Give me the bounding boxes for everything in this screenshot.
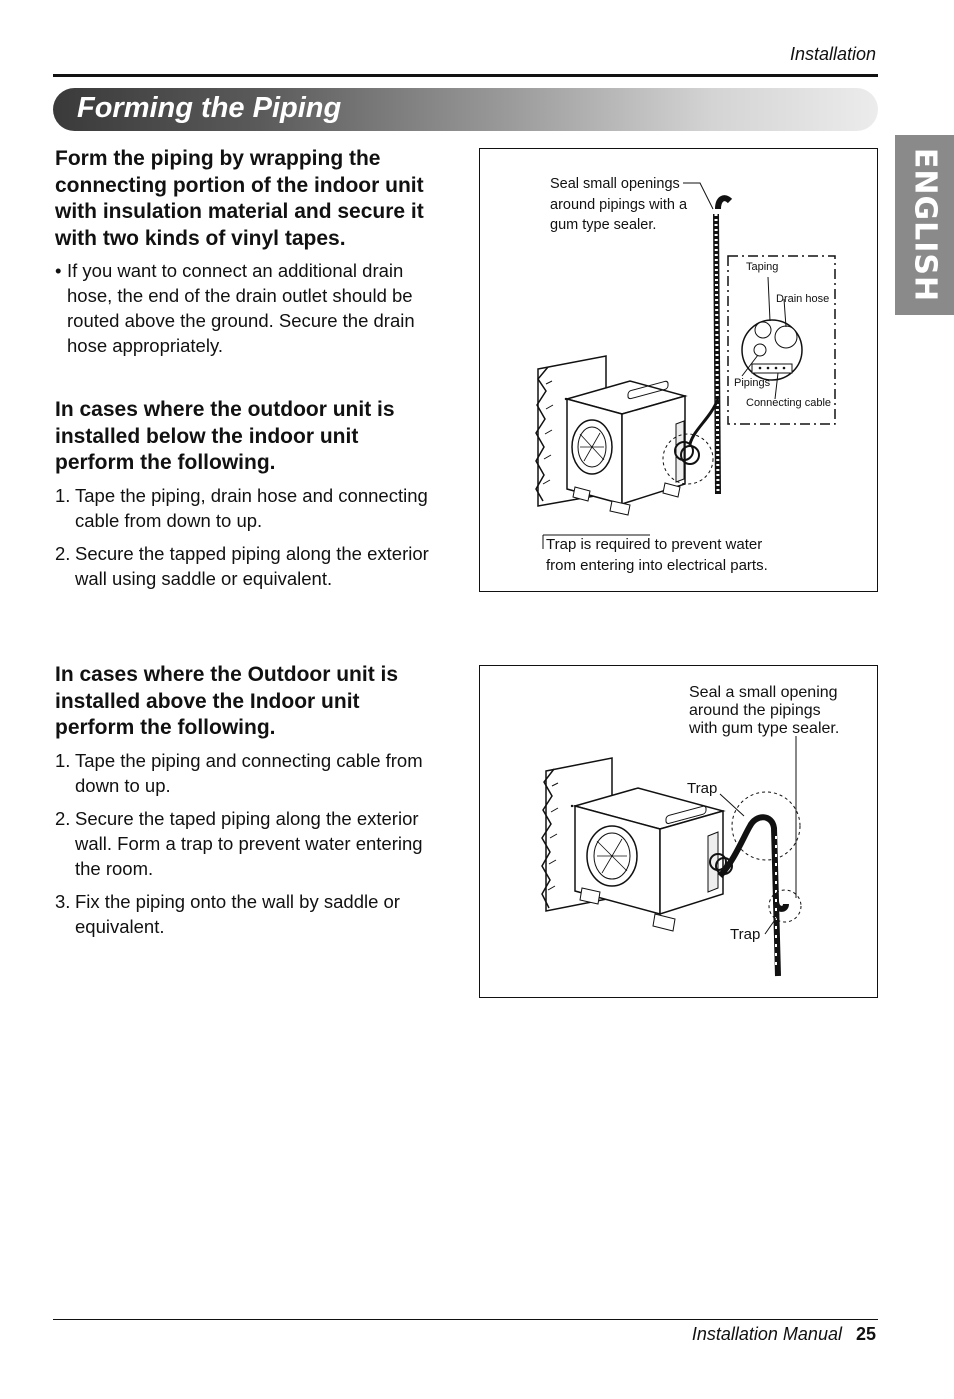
above-section [55, 662, 455, 939]
bottom-rule [53, 1319, 878, 1320]
page-number: 25 [855, 1324, 876, 1344]
fig1-seal-caption: Seal small openings around pipings with a gum type sealer. [550, 176, 688, 233]
below-step-2: 2. Secure the tapped piping along the exterior wall using saddle or equivalent. [55, 542, 429, 589]
top-rule [53, 74, 878, 77]
intro-section [55, 146, 455, 358]
footer [692, 1324, 876, 1345]
above-step-1: 1. Tape the piping and connecting cable from down to up. [55, 749, 423, 796]
page-title: Forming the Piping [77, 92, 342, 124]
section-header: Installation [789, 44, 876, 64]
intro-heading: Form the piping by wrapping the connecting portion of the indoor unit with insulation material and secure it with two kinds of vinyl tapes. [55, 147, 424, 250]
language-tab [895, 135, 954, 315]
fig2-trap-label-top: Trap [687, 780, 718, 797]
fig1-taping-label: Taping [746, 261, 779, 273]
fig1-drain-hose-label: Drain hose [776, 293, 830, 305]
title-bar [53, 88, 878, 131]
fig2-seal-caption: Seal a small opening around the pipings with gum type sealer. [689, 684, 840, 737]
fig2-trap-label-bottom: Trap [730, 926, 761, 943]
below-step-1: 1. Tape the piping, drain hose and connecting cable from down to up. [55, 484, 428, 531]
fig1-trap-note: Trap is required to prevent water from entering into electrical parts. [546, 536, 768, 574]
figure-outdoor-below [479, 148, 878, 592]
below-section [55, 397, 455, 591]
intro-bullet: • If you want to connect an additional drain hose, the end of the drain outlet should be routed above the ground. Secure the drain hose appropriately. [55, 260, 415, 356]
footer-manual-name: Installation Manual [691, 1324, 842, 1344]
below-heading: In cases where the outdoor unit is installed below the indoor unit perform the following. [55, 398, 395, 474]
language-tab-label: ENGLISH [907, 147, 942, 303]
above-heading: In cases where the Outdoor unit is installed above the Indoor unit perform the following. [55, 663, 399, 739]
fig1-pipings-label: Pipings [734, 377, 771, 389]
above-step-2: 2. Secure the taped piping along the exterior wall. Form a trap to prevent water entering the room. [55, 807, 423, 879]
figure-outdoor-above [479, 665, 878, 998]
above-step-3: 3. Fix the piping onto the wall by saddle or equivalent. [55, 890, 400, 937]
fig1-connecting-cable-label: Connecting cable [746, 397, 832, 409]
